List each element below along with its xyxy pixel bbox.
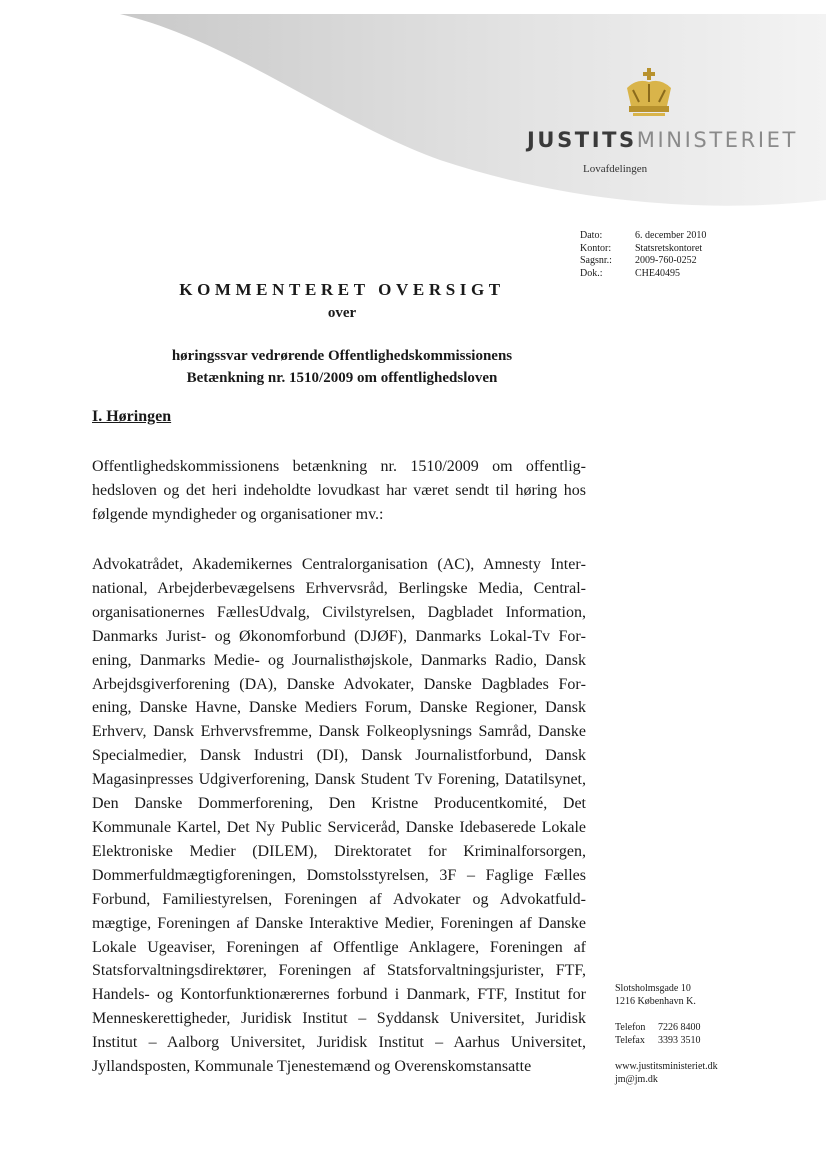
phone-number: 7226 8400 [658, 1022, 701, 1033]
document-title: KOMMENTERET OVERSIGT [179, 280, 505, 299]
fax-label: Telefax [615, 1034, 645, 1046]
subtitle-line-2: Betænkning nr. 1510/2009 om offentlighedsloven [186, 370, 498, 386]
meta-row-date [580, 230, 706, 243]
logo-wordmark-light: MINISTERIET [636, 128, 798, 152]
document-meta [580, 230, 706, 280]
email-link[interactable]: jm@jm.dk [615, 1073, 658, 1085]
meta-row-case [580, 255, 706, 268]
footer-address [615, 983, 696, 1008]
meta-label: Dato: [580, 230, 603, 241]
header-swoosh [0, 0, 826, 230]
section-heading: I. Høringen [92, 408, 172, 425]
meta-value: 6. december 2010 [635, 230, 707, 241]
meta-value: 2009-760-0252 [635, 255, 697, 266]
phone-row [615, 1022, 701, 1035]
phone-label: Telefon [615, 1022, 646, 1033]
crown-icon [621, 68, 677, 118]
document-title-over: over [327, 305, 357, 321]
body-paragraph-2: Advokatrådet, Akademikernes Centralorganisation (AC), Amnesty International, Arbejderbevægelsens Erhvervsråd, Berlingske Media, Centralorganisationernes FællesUdvalg, Civilstyrelsen, Dagbladet Information, Danmarks Jurist- og Økonomforbund (DJØF), Danmarks Lokal-Tv Forening, Danmarks Medie- og Journalisthøjskole, Danmarks Radio, Dansk Arbejdsgiverforening (DA), Danske Advokater, Danske Dagblades Forening, Danske Havne, Danske Mediers Forum, Danske Regioner, Dansk Erhverv, Dansk Erhvervsfremme, Dansk Folkeoplysnings Samråd, Danske Specialmedier, Dansk Industri (DI), Dansk Journalistforbund, Dansk Magasinpresses Udgiverforening, Dansk Student Tv Forening, Datatilsynet, Den Danske Dommerforening, Den Kristne Producentkomité, Det Kommunale Kartel, Det Ny Public Serviceråd, Danske Idebaserede Lokale Elektroniske Medier (DILEM), Direktoratet for Kriminalforsorgen, Dommerfuldmægtigforeningen, Domstolsstyrelsen, 3F – Faglige Fælles Forbund, Familiestyrelsen, Foreningen af Advokater og Advokatfuldmægtige, Foreningen af Danske Interaktive Medier, Foreningen af Danske Lokale Ugeaviser, Foreningen af Offentlige Anklagere, Foreningen af Statsforvaltningsdirektører, Foreningen af Statsforvaltningsjurister, FTF, Handels- og Kontorfunktionærernes forbund i Danmark, FTF, Institut for Menneskerettigheder, Juridisk Institut – Syddansk Universitet, Juridisk Institut – Aalborg Universitet, Juridisk Institut – Aarhus Universitet, Jyllandsposten, Kommunale Tjenestemænd og Overenskomstansatte [92, 556, 586, 1076]
body-paragraph-1: Offentlighedskommissionens betænkning nr. 1510/2009 om offentlighedsloven og det heri indeholdte lovudkast har været sendt til høring hos følgende myndigheder og organisationer mv.: [92, 458, 586, 523]
address-city: 1216 København K. [615, 995, 696, 1007]
meta-value: CHE40495 [635, 267, 680, 279]
meta-label: Kontor: [580, 242, 612, 254]
website-link[interactable]: www.justitsministeriet.dk [615, 1061, 718, 1072]
department-name: Lovafdelingen [583, 163, 648, 175]
footer-web [615, 1061, 718, 1086]
meta-value: Statsretskontoret [635, 242, 703, 254]
document-subtitle [92, 345, 592, 389]
meta-label: Sagsnr.: [580, 255, 612, 266]
footer-contact [615, 1022, 701, 1047]
meta-row-doc [580, 268, 706, 281]
address-street: Slotsholmsgade 10 [615, 983, 691, 994]
subtitle-line-1: høringssvar vedrørende Offentlighedskommissionens [171, 348, 513, 364]
fax-row [615, 1035, 701, 1048]
logo-wordmark [527, 128, 798, 152]
meta-row-office [580, 243, 706, 256]
fax-number: 3393 3510 [658, 1034, 701, 1046]
logo-wordmark-bold: JUSTITS [527, 128, 637, 152]
meta-label: Dok.: [580, 267, 603, 279]
